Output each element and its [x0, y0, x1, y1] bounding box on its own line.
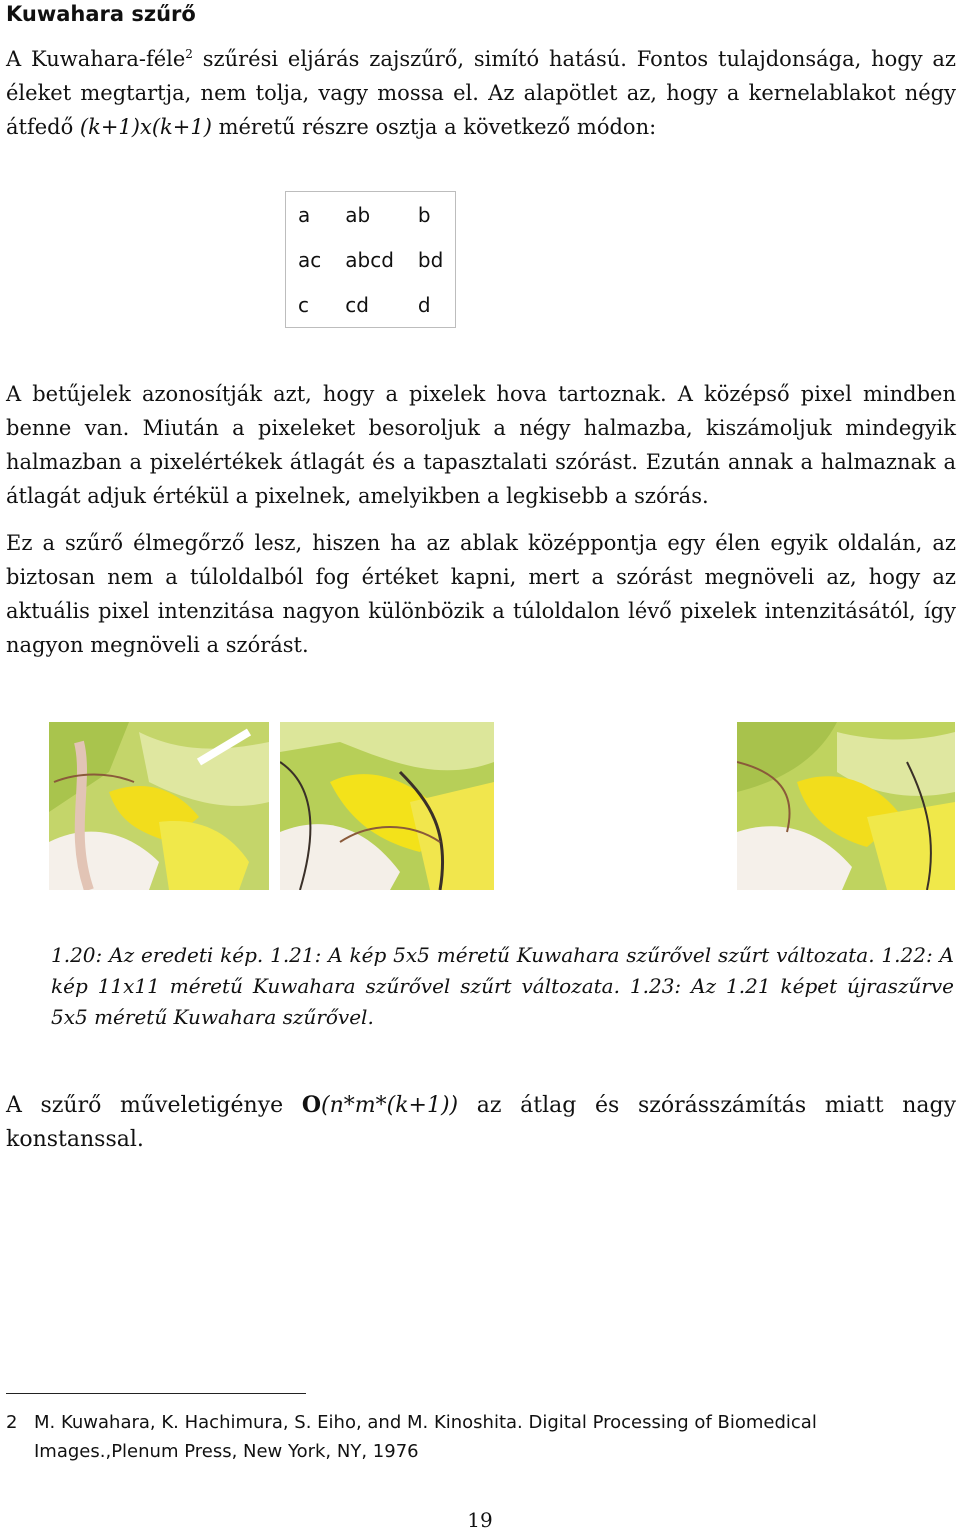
complexity-paragraph [6, 1088, 956, 1157]
kernel-table [285, 191, 456, 328]
intro-paragraph [6, 42, 956, 144]
table-cell: d [417, 292, 431, 317]
footnote-ref[interactable]: 2 [185, 47, 193, 61]
table-cell: c [298, 292, 309, 317]
refiltered-art [737, 722, 955, 890]
intro-text-2: szűrési eljárás zajszűrő, simító hatású. Fontos tulajdonsága, hogy az éleket megtartja, nem tolja, vagy mossa el. Az alapötlet az, hogy a kernelablakot négy átfedő [6, 47, 956, 139]
explanation-paragraph: A betűjelek azonosítják azt, hogy a pixelek hova tartoznak. A középső pixel mindben benne van. Miután a pixeleket besoroljuk a négy halmazba, kiszámoljuk mindegyik halmazban a pixelértékek átlagát és a tapasztalati szórást. Ezután annak a halmaznak a átlagát adjuk értékül a pixelnek, amelyikben a legkisebb a szórás. [6, 382, 956, 508]
table-cell: cd [345, 292, 369, 317]
table-row [286, 237, 456, 282]
figure-caption: 1.20: Az eredeti kép. 1.21: A kép 5x5 méretű Kuwahara szűrővel szűrt változata. 1.22: A kép 11x11 méretű Kuwahara szűrővel szűrt változata. 1.23: Az 1.21 képet újraszűrve 5x5 méretű Kuwahara szűrővel. [51, 943, 954, 1029]
page-number: 19 [467, 1508, 493, 1532]
table-cell: abcd [345, 247, 394, 272]
intro-formula: (k+1)x(k+1) [79, 115, 212, 139]
complexity-prefix: A szűrő műveletigénye [6, 1093, 302, 1118]
table-cell: b [417, 202, 431, 227]
original-image-art [49, 722, 269, 890]
table-row [286, 192, 456, 238]
big-o-symbol: O [301, 1092, 321, 1118]
figure-image-11x11 [506, 722, 726, 890]
filtered-5x5-art [280, 722, 494, 890]
intro-text-1: A Kuwahara-féle [6, 47, 186, 71]
footnote-text: M. Kuwahara, K. Hachimura, S. Eiho, and M. Kinoshita. Digital Processing of Biomedical Images.,Plenum Press, New York, NY, 1976 [34, 1412, 817, 1462]
table-cell: ab [345, 202, 371, 227]
table-cell: a [298, 202, 311, 227]
figure-image-5x5 [280, 722, 494, 890]
figure-images [49, 722, 955, 890]
complexity-expression: (n*m*(k+1)) [321, 1093, 459, 1118]
filtered-11x11-art [506, 722, 726, 890]
table-row [286, 282, 456, 328]
table-cell: bd [417, 247, 444, 272]
intro-text-3: méretű részre osztja a következő módon: [211, 115, 657, 139]
edge-paragraph: Ez a szűrő élmegőrző lesz, hiszen ha az ablak középpontja egy élen egyik oldalán, az biztosan nem a túloldalból fog értéket kapni, mert a szórást megnöveli az, hogy az aktuális pixel intenzitása nagyon különbözik a túloldalon lévő pixelek intenzitásától, így nagyon megnöveli a szórást. [6, 531, 956, 657]
footnote-number: 2 [6, 1412, 18, 1433]
complexity-suffix: az átlag és szórásszámítás miatt nagy konstanssal. [6, 1093, 956, 1152]
table-cell: ac [298, 247, 322, 272]
footnote-divider [6, 1393, 306, 1394]
figure-image-refiltered [737, 722, 955, 890]
figure-image-original [49, 722, 269, 890]
section-title: Kuwahara szűrő [6, 2, 196, 26]
